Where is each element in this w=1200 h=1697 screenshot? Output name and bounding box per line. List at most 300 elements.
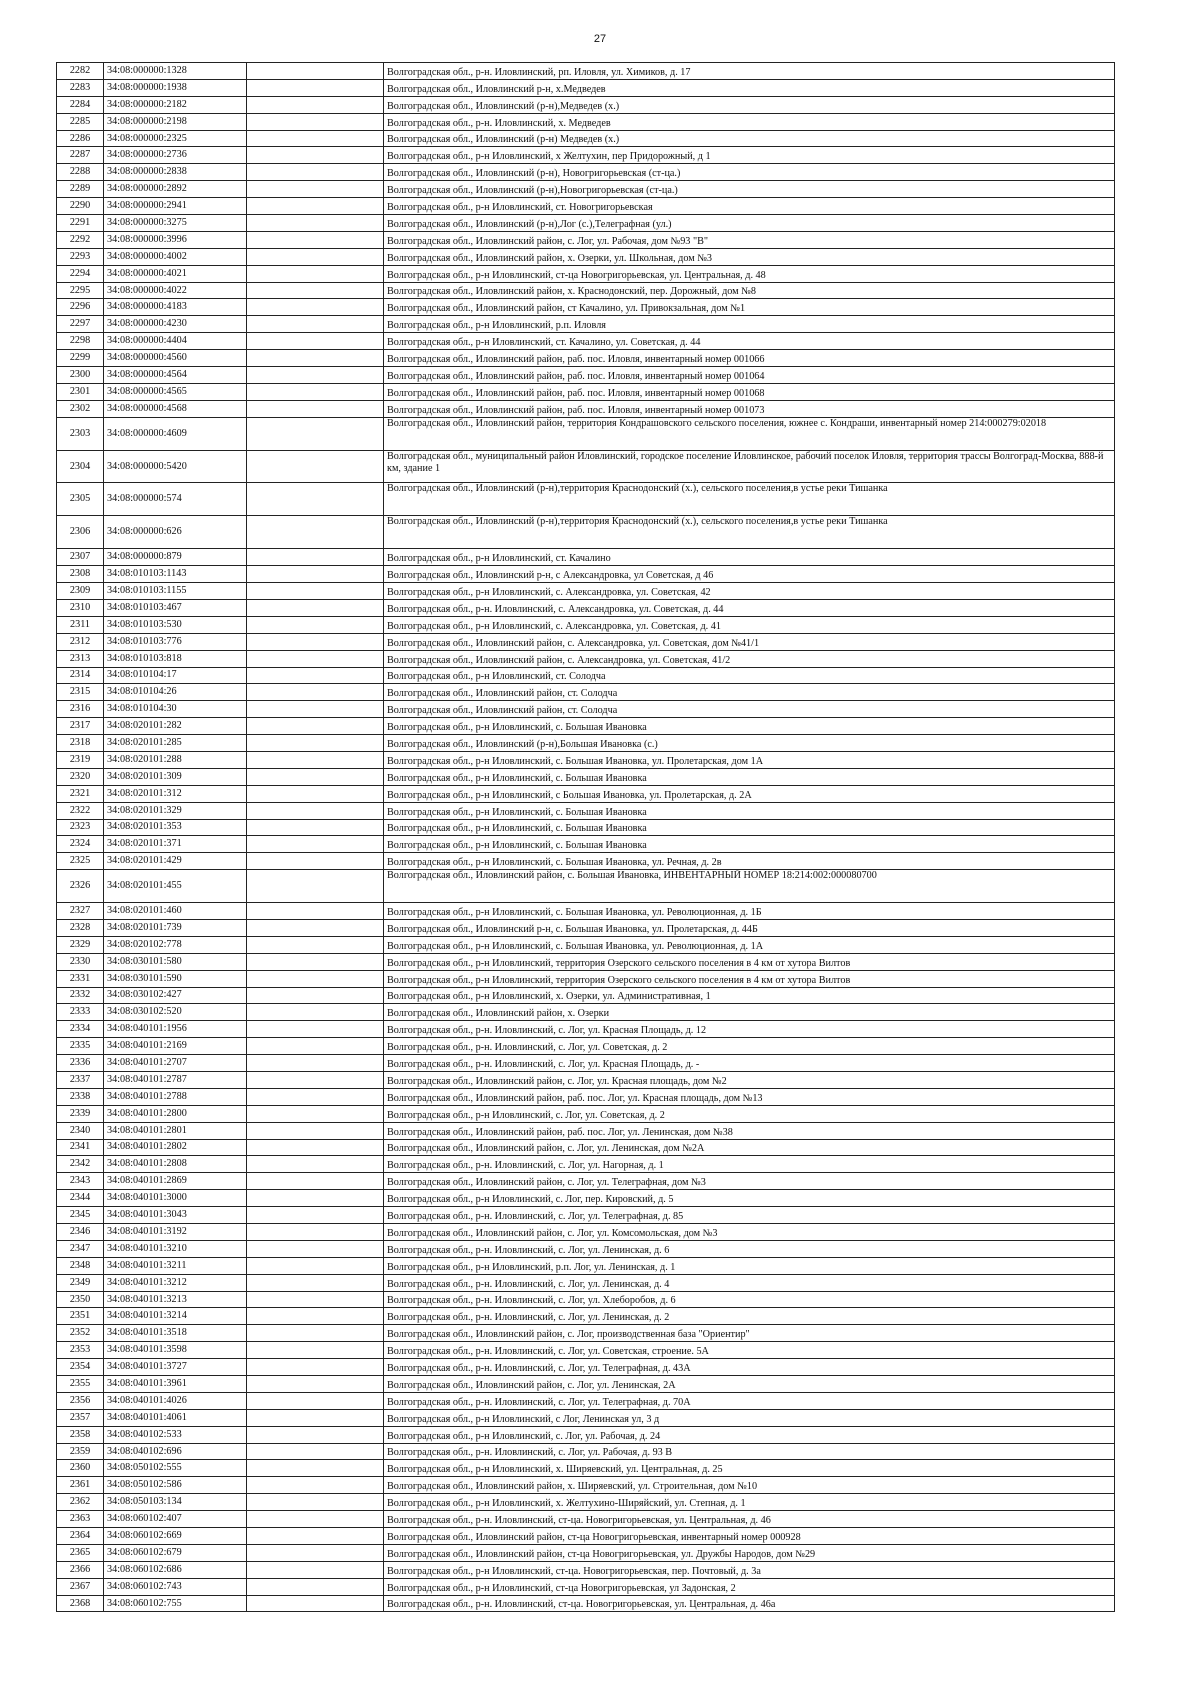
page-number: 27 [593, 33, 607, 45]
row-number-cell: 2287 [57, 147, 104, 164]
address-cell: Волгоградская обл., р-н. Иловлинский, с. Лог, ул. Телеграфная, д. 70А [384, 1392, 1115, 1409]
empty-cell [247, 417, 384, 450]
empty-cell [247, 1409, 384, 1426]
table-row [57, 231, 1115, 248]
table-row [57, 164, 1115, 181]
table-row [57, 483, 1115, 516]
table-row [57, 919, 1115, 936]
address-cell: Волгоградская обл., р-н. Иловлинский, с. Лог, ул. Ленинская, д. 2 [384, 1308, 1115, 1325]
address-cell: Волгоградская обл., Иловлинский район, с. Лог, ул. Телеграфная, дом №3 [384, 1173, 1115, 1190]
row-number-cell: 2344 [57, 1190, 104, 1207]
address-cell: Волгоградская обл., Иловлинский район, ст. Солодча [384, 701, 1115, 718]
row-number-cell: 2341 [57, 1139, 104, 1156]
empty-cell [247, 1207, 384, 1224]
address-cell: Волгоградская обл., Иловлинский район, территория Кондрашовского сельского поселения, южнее с. Кондраши, инвентарный номер 214:000279:02018 [384, 417, 1115, 450]
empty-cell [247, 1088, 384, 1105]
cadastral-number-cell: 34:08:020101:455 [104, 870, 247, 903]
cadastral-number-cell: 34:08:030102:427 [104, 987, 247, 1004]
empty-cell [247, 282, 384, 299]
empty-cell [247, 1224, 384, 1241]
cadastral-number-cell: 34:08:040101:2169 [104, 1038, 247, 1055]
row-number-cell: 2329 [57, 936, 104, 953]
row-number-cell: 2308 [57, 566, 104, 583]
row-number-cell: 2362 [57, 1494, 104, 1511]
cadastral-number-cell: 34:08:020101:309 [104, 768, 247, 785]
address-cell: Волгоградская обл., р-н Иловлинский, с. Большая Ивановка [384, 802, 1115, 819]
empty-cell [247, 516, 384, 549]
address-cell: Волгоградская обл., Иловлинский район, с. Александровка, ул. Советская, 41/2 [384, 650, 1115, 667]
address-cell: Волгоградская обл., Иловлинский район, с. Большая Ивановка, ИНВЕНТАРНЫЙ НОМЕР 18:214:002:000080700 [384, 870, 1115, 903]
empty-cell [247, 1156, 384, 1173]
address-cell: Волгоградская обл., р-н Иловлинский, р.п. Иловля [384, 316, 1115, 333]
table-row [57, 802, 1115, 819]
empty-cell [247, 785, 384, 802]
row-number-cell: 2353 [57, 1342, 104, 1359]
table-row [57, 1477, 1115, 1494]
table-row [57, 718, 1115, 735]
address-cell: Волгоградская обл., р-н Иловлинский, с. Александровка, ул. Советская, д. 41 [384, 616, 1115, 633]
row-number-cell: 2283 [57, 79, 104, 96]
empty-cell [247, 265, 384, 282]
address-cell: Волгоградская обл., р-н. Иловлинский, с. Лог, ул. Телеграфная, д. 85 [384, 1207, 1115, 1224]
empty-cell [247, 1443, 384, 1460]
cadastral-number-cell: 34:08:000000:574 [104, 483, 247, 516]
address-cell: Волгоградская обл., р-н Иловлинский, с. Лог, ул. Советская, д. 2 [384, 1105, 1115, 1122]
row-number-cell: 2315 [57, 684, 104, 701]
table-row [57, 1409, 1115, 1426]
empty-cell [247, 147, 384, 164]
address-cell: Волгоградская обл., р-н Иловлинский, с. Большая Ивановка, ул. Пролетарская, дом 1А [384, 751, 1115, 768]
empty-cell [247, 1561, 384, 1578]
address-cell: Волгоградская обл., р-н. Иловлинский, с. Лог, ул. Советская, строение. 5А [384, 1342, 1115, 1359]
row-number-cell: 2367 [57, 1578, 104, 1595]
row-number-cell: 2295 [57, 282, 104, 299]
address-cell: Волгоградская обл., р-н Иловлинский, ст. Новогригорьевская [384, 198, 1115, 215]
table-row [57, 1528, 1115, 1545]
row-number-cell: 2321 [57, 785, 104, 802]
table-row [57, 1443, 1115, 1460]
row-number-cell: 2318 [57, 735, 104, 752]
row-number-cell: 2317 [57, 718, 104, 735]
row-number-cell: 2359 [57, 1443, 104, 1460]
table-row [57, 350, 1115, 367]
address-cell: Волгоградская обл., Иловлинский район, с. Лог, производственная база "Ориентир" [384, 1325, 1115, 1342]
row-number-cell: 2346 [57, 1224, 104, 1241]
empty-cell [247, 1122, 384, 1139]
cadastral-number-cell: 34:08:030101:580 [104, 953, 247, 970]
row-number-cell: 2304 [57, 450, 104, 483]
address-cell: Волгоградская обл., р-н. Иловлинский, х. Медведев [384, 113, 1115, 130]
cadastral-number-cell: 34:08:040101:2869 [104, 1173, 247, 1190]
row-number-cell: 2316 [57, 701, 104, 718]
empty-cell [247, 1544, 384, 1561]
table-row [57, 1122, 1115, 1139]
address-cell: Волгоградская обл., Иловлинский район, раб. пос. Иловля, инвентарный номер 001064 [384, 367, 1115, 384]
table-row [57, 1359, 1115, 1376]
empty-cell [247, 970, 384, 987]
cadastral-number-cell: 34:08:020101:288 [104, 751, 247, 768]
row-number-cell: 2334 [57, 1021, 104, 1038]
empty-cell [247, 1460, 384, 1477]
address-cell: Волгоградская обл., р-н Иловлинский, ст-ца Новогригорьевская, ул. Центральная, д. 48 [384, 265, 1115, 282]
row-number-cell: 2325 [57, 853, 104, 870]
row-number-cell: 2291 [57, 215, 104, 232]
table-row [57, 450, 1115, 483]
address-cell: Волгоградская обл., Иловлинский (р-н),Лог (с.),Телеграфная (ул.) [384, 215, 1115, 232]
table-row [57, 1207, 1115, 1224]
cadastral-number-cell: 34:08:050103:134 [104, 1494, 247, 1511]
table-row [57, 1325, 1115, 1342]
table-row [57, 1139, 1115, 1156]
empty-cell [247, 1240, 384, 1257]
row-number-cell: 2327 [57, 903, 104, 920]
address-cell: Волгоградская обл., Иловлинский район, ст-ца Новогригорьевская, инвентарный номер 000928 [384, 1528, 1115, 1545]
row-number-cell: 2336 [57, 1055, 104, 1072]
table-row [57, 1392, 1115, 1409]
empty-cell [247, 650, 384, 667]
cadastral-number-cell: 34:08:000000:4021 [104, 265, 247, 282]
cadastral-number-cell: 34:08:000000:4568 [104, 400, 247, 417]
table-row [57, 1173, 1115, 1190]
empty-cell [247, 1274, 384, 1291]
table-row [57, 667, 1115, 684]
address-cell: Волгоградская обл., Иловлинский район, ст Качалино, ул. Привокзальная, дом №1 [384, 299, 1115, 316]
cadastral-number-cell: 34:08:020101:739 [104, 919, 247, 936]
empty-cell [247, 198, 384, 215]
row-number-cell: 2309 [57, 583, 104, 600]
cadastral-number-cell: 34:08:040101:3192 [104, 1224, 247, 1241]
row-number-cell: 2363 [57, 1511, 104, 1528]
address-cell: Волгоградская обл., р-н. Иловлинский, ст-ца. Новогригорьевская, ул. Центральная, д. 46 [384, 1511, 1115, 1528]
address-cell: Волгоградская обл., р-н Иловлинский, с. Лог, пер. Кировский, д. 5 [384, 1190, 1115, 1207]
empty-cell [247, 367, 384, 384]
address-cell: Волгоградская обл., Иловлинский район, раб. пос. Лог, ул. Красная площадь, дом №13 [384, 1088, 1115, 1105]
empty-cell [247, 1071, 384, 1088]
address-cell: Волгоградская обл., Иловлинский (р-н) Медведев (х.) [384, 130, 1115, 147]
empty-cell [247, 231, 384, 248]
address-cell: Волгоградская обл., р-н. Иловлинский, с. Лог, ул. Телеграфная, д. 43А [384, 1359, 1115, 1376]
cadastral-number-cell: 34:08:000000:4404 [104, 333, 247, 350]
cadastral-number-cell: 34:08:050102:555 [104, 1460, 247, 1477]
empty-cell [247, 1528, 384, 1545]
empty-cell [247, 1494, 384, 1511]
address-cell: Волгоградская обл., р-н Иловлинский, с Большая Ивановка, ул. Пролетарская, д. 2А [384, 785, 1115, 802]
table-row [57, 63, 1115, 80]
table-row [57, 1376, 1115, 1393]
row-number-cell: 2320 [57, 768, 104, 785]
empty-cell [247, 1173, 384, 1190]
row-number-cell: 2303 [57, 417, 104, 450]
row-number-cell: 2311 [57, 616, 104, 633]
row-number-cell: 2364 [57, 1528, 104, 1545]
address-cell: Волгоградская обл., Иловлинский район, с. Лог, ул. Ленинская, 2А [384, 1376, 1115, 1393]
cadastral-number-cell: 34:08:000000:1328 [104, 63, 247, 80]
empty-cell [247, 1004, 384, 1021]
table-row [57, 853, 1115, 870]
address-cell: Волгоградская обл., р-н Иловлинский, ст. Солодча [384, 667, 1115, 684]
empty-cell [247, 919, 384, 936]
address-cell: Волгоградская обл., Иловлинский р-н, с Александровка, ул Советская, д 46 [384, 566, 1115, 583]
row-number-cell: 2366 [57, 1561, 104, 1578]
row-number-cell: 2289 [57, 181, 104, 198]
cadastral-number-cell: 34:08:030102:520 [104, 1004, 247, 1021]
empty-cell [247, 616, 384, 633]
empty-cell [247, 953, 384, 970]
cadastral-number-cell: 34:08:040101:3961 [104, 1376, 247, 1393]
table-row [57, 1342, 1115, 1359]
cadastral-number-cell: 34:08:040102:533 [104, 1426, 247, 1443]
empty-cell [247, 853, 384, 870]
table-row [57, 735, 1115, 752]
row-number-cell: 2319 [57, 751, 104, 768]
empty-cell [247, 1392, 384, 1409]
row-number-cell: 2328 [57, 919, 104, 936]
address-cell: Волгоградская обл., р-н. Иловлинский, с. Лог, ул. Ленинская, д. 6 [384, 1240, 1115, 1257]
row-number-cell: 2314 [57, 667, 104, 684]
address-cell: Волгоградская обл., р-н Иловлинский, ст. Качалино, ул. Советская, д. 44 [384, 333, 1115, 350]
cadastral-number-cell: 34:08:040101:3043 [104, 1207, 247, 1224]
table-row [57, 936, 1115, 953]
address-cell: Волгоградская обл., р-н Иловлинский, с. Большая Ивановка [384, 718, 1115, 735]
empty-cell [247, 819, 384, 836]
row-number-cell: 2361 [57, 1477, 104, 1494]
table-row [57, 147, 1115, 164]
address-cell: Волгоградская обл., р-н. Иловлинский, с. Лог, ул. Ленинская, д. 4 [384, 1274, 1115, 1291]
table-row [57, 198, 1115, 215]
cadastral-number-cell: 34:08:000000:4002 [104, 248, 247, 265]
row-number-cell: 2313 [57, 650, 104, 667]
cadastral-number-cell: 34:08:040101:2808 [104, 1156, 247, 1173]
table-row [57, 333, 1115, 350]
row-number-cell: 2335 [57, 1038, 104, 1055]
empty-cell [247, 483, 384, 516]
cadastral-number-cell: 34:08:040101:3212 [104, 1274, 247, 1291]
cadastral-number-cell: 34:08:040101:3213 [104, 1291, 247, 1308]
table-row [57, 953, 1115, 970]
table-row [57, 1156, 1115, 1173]
address-cell: Волгоградская обл., р-н Иловлинский, ст-ца Новогригорьевская, ул Задонская, 2 [384, 1578, 1115, 1595]
address-cell: Волгоградская обл., Иловлинский р-н, х.Медведев [384, 79, 1115, 96]
table-row [57, 516, 1115, 549]
empty-cell [247, 1038, 384, 1055]
row-number-cell: 2331 [57, 970, 104, 987]
table-row [57, 181, 1115, 198]
cadastral-number-cell: 34:08:000000:3996 [104, 231, 247, 248]
address-cell: Волгоградская обл., Иловлинский (р-н),территория Краснодонский (х.), сельского поселения,в устье реки Тишанка [384, 516, 1115, 549]
empty-cell [247, 164, 384, 181]
cadastral-number-cell: 34:08:010104:17 [104, 667, 247, 684]
table-row [57, 1561, 1115, 1578]
row-number-cell: 2357 [57, 1409, 104, 1426]
cadastral-number-cell: 34:08:060102:686 [104, 1561, 247, 1578]
cadastral-number-cell: 34:08:000000:3275 [104, 215, 247, 232]
empty-cell [247, 836, 384, 853]
cadastral-number-cell: 34:08:040101:2802 [104, 1139, 247, 1156]
cadastral-number-cell: 34:08:040101:3518 [104, 1325, 247, 1342]
table-row [57, 316, 1115, 333]
row-number-cell: 2326 [57, 870, 104, 903]
table-row [57, 1088, 1115, 1105]
empty-cell [247, 1139, 384, 1156]
table-row [57, 1224, 1115, 1241]
row-number-cell: 2354 [57, 1359, 104, 1376]
cadastral-number-cell: 34:08:000000:4022 [104, 282, 247, 299]
cadastral-number-cell: 34:08:020101:329 [104, 802, 247, 819]
cadastral-number-cell: 34:08:040101:2801 [104, 1122, 247, 1139]
address-cell: Волгоградская обл., р-н Иловлинский, х. Озерки, ул. Административная, 1 [384, 987, 1115, 1004]
row-number-cell: 2352 [57, 1325, 104, 1342]
empty-cell [247, 583, 384, 600]
cadastral-number-cell: 34:08:010103:818 [104, 650, 247, 667]
address-cell: Волгоградская обл., Иловлинский (р-н),Медведев (х.) [384, 96, 1115, 113]
empty-cell [247, 802, 384, 819]
table-row [57, 1004, 1115, 1021]
row-number-cell: 2342 [57, 1156, 104, 1173]
table-row [57, 1308, 1115, 1325]
address-cell: Волгоградская обл., р-н. Иловлинский, с. Лог, ул. Хлеборобов, д. 6 [384, 1291, 1115, 1308]
empty-cell [247, 936, 384, 953]
empty-cell [247, 768, 384, 785]
empty-cell [247, 1595, 384, 1612]
row-number-cell: 2355 [57, 1376, 104, 1393]
address-cell: Волгоградская обл., р-н Иловлинский, территория Озерского сельского поселения в 4 км от хутора Вилтов [384, 970, 1115, 987]
cadastral-number-cell: 34:08:060102:755 [104, 1595, 247, 1612]
cadastral-number-cell: 34:08:000000:2325 [104, 130, 247, 147]
table-row [57, 1055, 1115, 1072]
row-number-cell: 2307 [57, 549, 104, 566]
cadastral-number-cell: 34:08:010103:467 [104, 599, 247, 616]
cadastral-number-cell: 34:08:060102:743 [104, 1578, 247, 1595]
table-row [57, 1257, 1115, 1274]
empty-cell [247, 1426, 384, 1443]
row-number-cell: 2368 [57, 1595, 104, 1612]
row-number-cell: 2305 [57, 483, 104, 516]
address-cell: Волгоградская обл., р-н Иловлинский, х. Желтухино-Ширяйский, ул. Степная, д. 1 [384, 1494, 1115, 1511]
empty-cell [247, 1342, 384, 1359]
address-cell: Волгоградская обл., Иловлинский район, с. Лог, ул. Ленинская, дом №2А [384, 1139, 1115, 1156]
address-cell: Волгоградская обл., Иловлинский (р-н),Новогригорьевская (ст-ца.) [384, 181, 1115, 198]
table-row [57, 1511, 1115, 1528]
address-cell: Волгоградская обл., Иловлинский район, х. Краснодонский, пер. Дорожный, дом №8 [384, 282, 1115, 299]
empty-cell [247, 1055, 384, 1072]
table-row [57, 903, 1115, 920]
table-row [57, 566, 1115, 583]
table-row [57, 400, 1115, 417]
table-row [57, 684, 1115, 701]
table-row [57, 1460, 1115, 1477]
table-row [57, 785, 1115, 802]
row-number-cell: 2306 [57, 516, 104, 549]
row-number-cell: 2337 [57, 1071, 104, 1088]
address-cell: Волгоградская обл., р-н Иловлинский, с. Большая Ивановка [384, 819, 1115, 836]
table-row [57, 836, 1115, 853]
cadastral-number-cell: 34:08:010104:26 [104, 684, 247, 701]
row-number-cell: 2356 [57, 1392, 104, 1409]
address-cell: Волгоградская обл., р-н. Иловлинский, с. Лог, ул. Нагорная, д. 1 [384, 1156, 1115, 1173]
empty-cell [247, 333, 384, 350]
cadastral-number-cell: 34:08:040101:2800 [104, 1105, 247, 1122]
row-number-cell: 2285 [57, 113, 104, 130]
row-number-cell: 2312 [57, 633, 104, 650]
row-number-cell: 2293 [57, 248, 104, 265]
empty-cell [247, 1291, 384, 1308]
cadastral-number-cell: 34:08:000000:2941 [104, 198, 247, 215]
address-cell: Волгоградская обл., р-н. Иловлинский, ст-ца. Новогригорьевская, ул. Центральная, д. 46а [384, 1595, 1115, 1612]
cadastral-number-cell: 34:08:010103:776 [104, 633, 247, 650]
cadastral-number-cell: 34:08:060102:679 [104, 1544, 247, 1561]
cadastral-number-cell: 34:08:040101:4061 [104, 1409, 247, 1426]
table-row [57, 417, 1115, 450]
cadastral-number-cell: 34:08:000000:626 [104, 516, 247, 549]
table-row [57, 282, 1115, 299]
row-number-cell: 2351 [57, 1308, 104, 1325]
empty-cell [247, 1511, 384, 1528]
table-row [57, 1426, 1115, 1443]
empty-cell [247, 684, 384, 701]
address-cell: Волгоградская обл., Иловлинский район, с. Лог, ул. Комсомольская, дом №3 [384, 1224, 1115, 1241]
address-cell: Волгоградская обл., Иловлинский район, с. Лог, ул. Рабочая, дом №93 "В" [384, 231, 1115, 248]
empty-cell [247, 701, 384, 718]
table-row [57, 1021, 1115, 1038]
address-cell: Волгоградская обл., Иловлинский район, х. Ширяевский, ул. Строительная, дом №10 [384, 1477, 1115, 1494]
address-cell: Волгоградская обл., р-н Иловлинский, с. Лог, ул. Рабочая, д. 24 [384, 1426, 1115, 1443]
table-row [57, 1544, 1115, 1561]
table-row [57, 650, 1115, 667]
empty-cell [247, 1021, 384, 1038]
cadastral-number-cell: 34:08:060102:669 [104, 1528, 247, 1545]
cadastral-number-cell: 34:08:020101:371 [104, 836, 247, 853]
empty-cell [247, 599, 384, 616]
cadastral-number-cell: 34:08:010103:1143 [104, 566, 247, 583]
address-cell: Волгоградская обл., Иловлинский район, раб. пос. Иловля, инвентарный номер 001068 [384, 383, 1115, 400]
row-number-cell: 2350 [57, 1291, 104, 1308]
cadastral-number-cell: 34:08:040101:3000 [104, 1190, 247, 1207]
row-number-cell: 2294 [57, 265, 104, 282]
cadastral-number-cell: 34:08:030101:590 [104, 970, 247, 987]
table-row [57, 549, 1115, 566]
cadastral-number-cell: 34:08:020101:312 [104, 785, 247, 802]
address-cell: Волгоградская обл., р-н Иловлинский, с. Большая Ивановка, ул. Речная, д. 2в [384, 853, 1115, 870]
empty-cell [247, 1359, 384, 1376]
address-cell: Волгоградская обл., р-н Иловлинский, с. Александровка, ул. Советская, 42 [384, 583, 1115, 600]
table-row [57, 987, 1115, 1004]
row-number-cell: 2323 [57, 819, 104, 836]
empty-cell [247, 130, 384, 147]
address-cell: Волгоградская обл., Иловлинский (р-н), Новогригорьевская (ст-ца.) [384, 164, 1115, 181]
empty-cell [247, 450, 384, 483]
address-cell: Волгоградская обл., р-н Иловлинский, территория Озерского сельского поселения в 4 км от хутора Вилтов [384, 953, 1115, 970]
cadastral-number-cell: 34:08:020101:285 [104, 735, 247, 752]
table-row [57, 1494, 1115, 1511]
address-cell: Волгоградская обл., Иловлинский район, х. Озерки [384, 1004, 1115, 1021]
table-row [57, 265, 1115, 282]
row-number-cell: 2333 [57, 1004, 104, 1021]
empty-cell [247, 987, 384, 1004]
empty-cell [247, 903, 384, 920]
empty-cell [247, 1257, 384, 1274]
cadastral-number-cell: 34:08:000000:4230 [104, 316, 247, 333]
cadastral-number-cell: 34:08:000000:4560 [104, 350, 247, 367]
table-row [57, 1274, 1115, 1291]
row-number-cell: 2345 [57, 1207, 104, 1224]
row-number-cell: 2296 [57, 299, 104, 316]
address-cell: Волгоградская обл., р-н Иловлинский, с. Большая Ивановка, ул. Революционная, д. 1Б [384, 903, 1115, 920]
row-number-cell: 2298 [57, 333, 104, 350]
row-number-cell: 2290 [57, 198, 104, 215]
cadastral-number-cell: 34:08:020102:778 [104, 936, 247, 953]
empty-cell [247, 735, 384, 752]
cadastral-number-cell: 34:08:020101:460 [104, 903, 247, 920]
